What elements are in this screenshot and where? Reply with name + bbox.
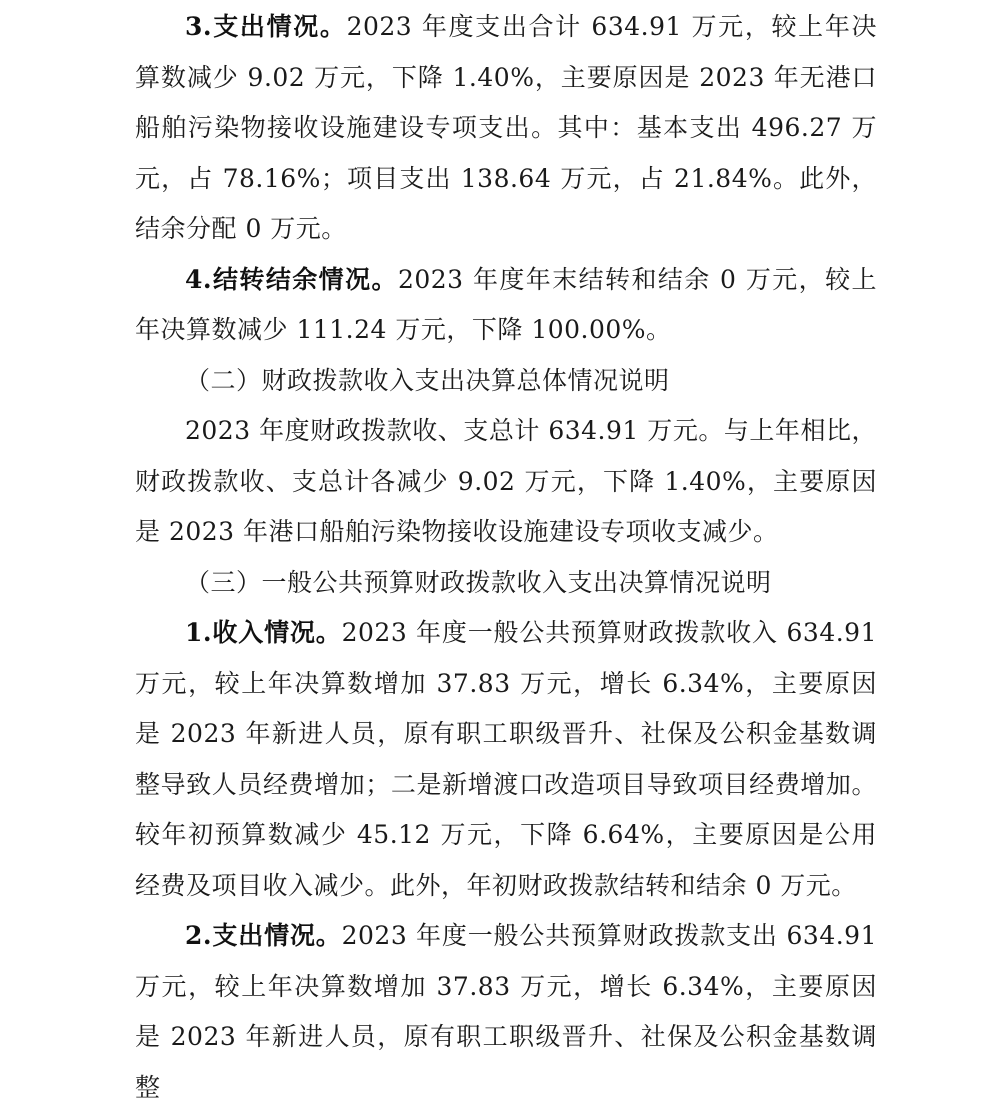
document-page [135,0,877,1113]
paragraph-lead: 1.收入情况。 [185,618,342,647]
paragraph-lead: 4.结转结余情况。 [185,264,398,294]
paragraph-text: 2023 年度一般公共预算财政拨款支出 634.91 万元，较上年决算数增加 37.83 万元，增长 6.34%，主要原因是 2023 年新进人员，原有职工职级晋升、社保及公积金基数调整 [135,921,877,1102]
paragraph-fiscal-total: 2023 年度财政拨款收、支总计 634.91 万元。与上年相比，财政拨款收、支总计各减少 9.02 万元，下降 1.40%，主要原因是 2023 年港口船舶污染物接收设施建设专项收支减少。 [135,416,877,546]
paragraph-general-expense [135,911,877,1113]
paragraph-text: 2023 年度一般公共预算财政拨款收入 634.91 万元，较上年决算数增加 37.83 万元，增长 6.34%，主要原因是 2023 年新进人员，原有职工职级晋升、社保及公积金基数调整导致人员经费增加；二是新增渡口改造项目导致项目经费增加。较年初预算数减少 45.12 万元，下降 6.64%，主要原因是公用经费及项目收入减少。此外，年初财政拨款结转和结余 0 万元。 [135,618,877,900]
paragraph-lead: 2.支出情况。 [185,921,342,950]
paragraph-text: 2023 年度年末结转和结余 0 万元，较上年决算数减少 111.24 万元，下降 100.00%。 [135,264,878,344]
section-heading-3: （三）一般公共预算财政拨款收入支出决算情况说明 [185,567,772,597]
paragraph-expenditure [135,2,877,255]
paragraph-income [135,608,877,911]
paragraph-text: 2023 年度支出合计 634.91 万元，较上年决算数减少 9.02 万元，下降 1.40%，主要原因是 2023 年无港口船舶污染物接收设施建设专项支出。其中：基本支出 496.27 万元，占 78.16%；项目支出 138.64 万元，占 21.84%。此外，结余分配 0 万元。 [135,12,877,243]
section-heading-2: （二）财政拨款收入支出决算总体情况说明 [185,365,670,395]
paragraph-carryover [135,255,877,356]
paragraph-lead: 3.支出情况。 [185,12,347,41]
